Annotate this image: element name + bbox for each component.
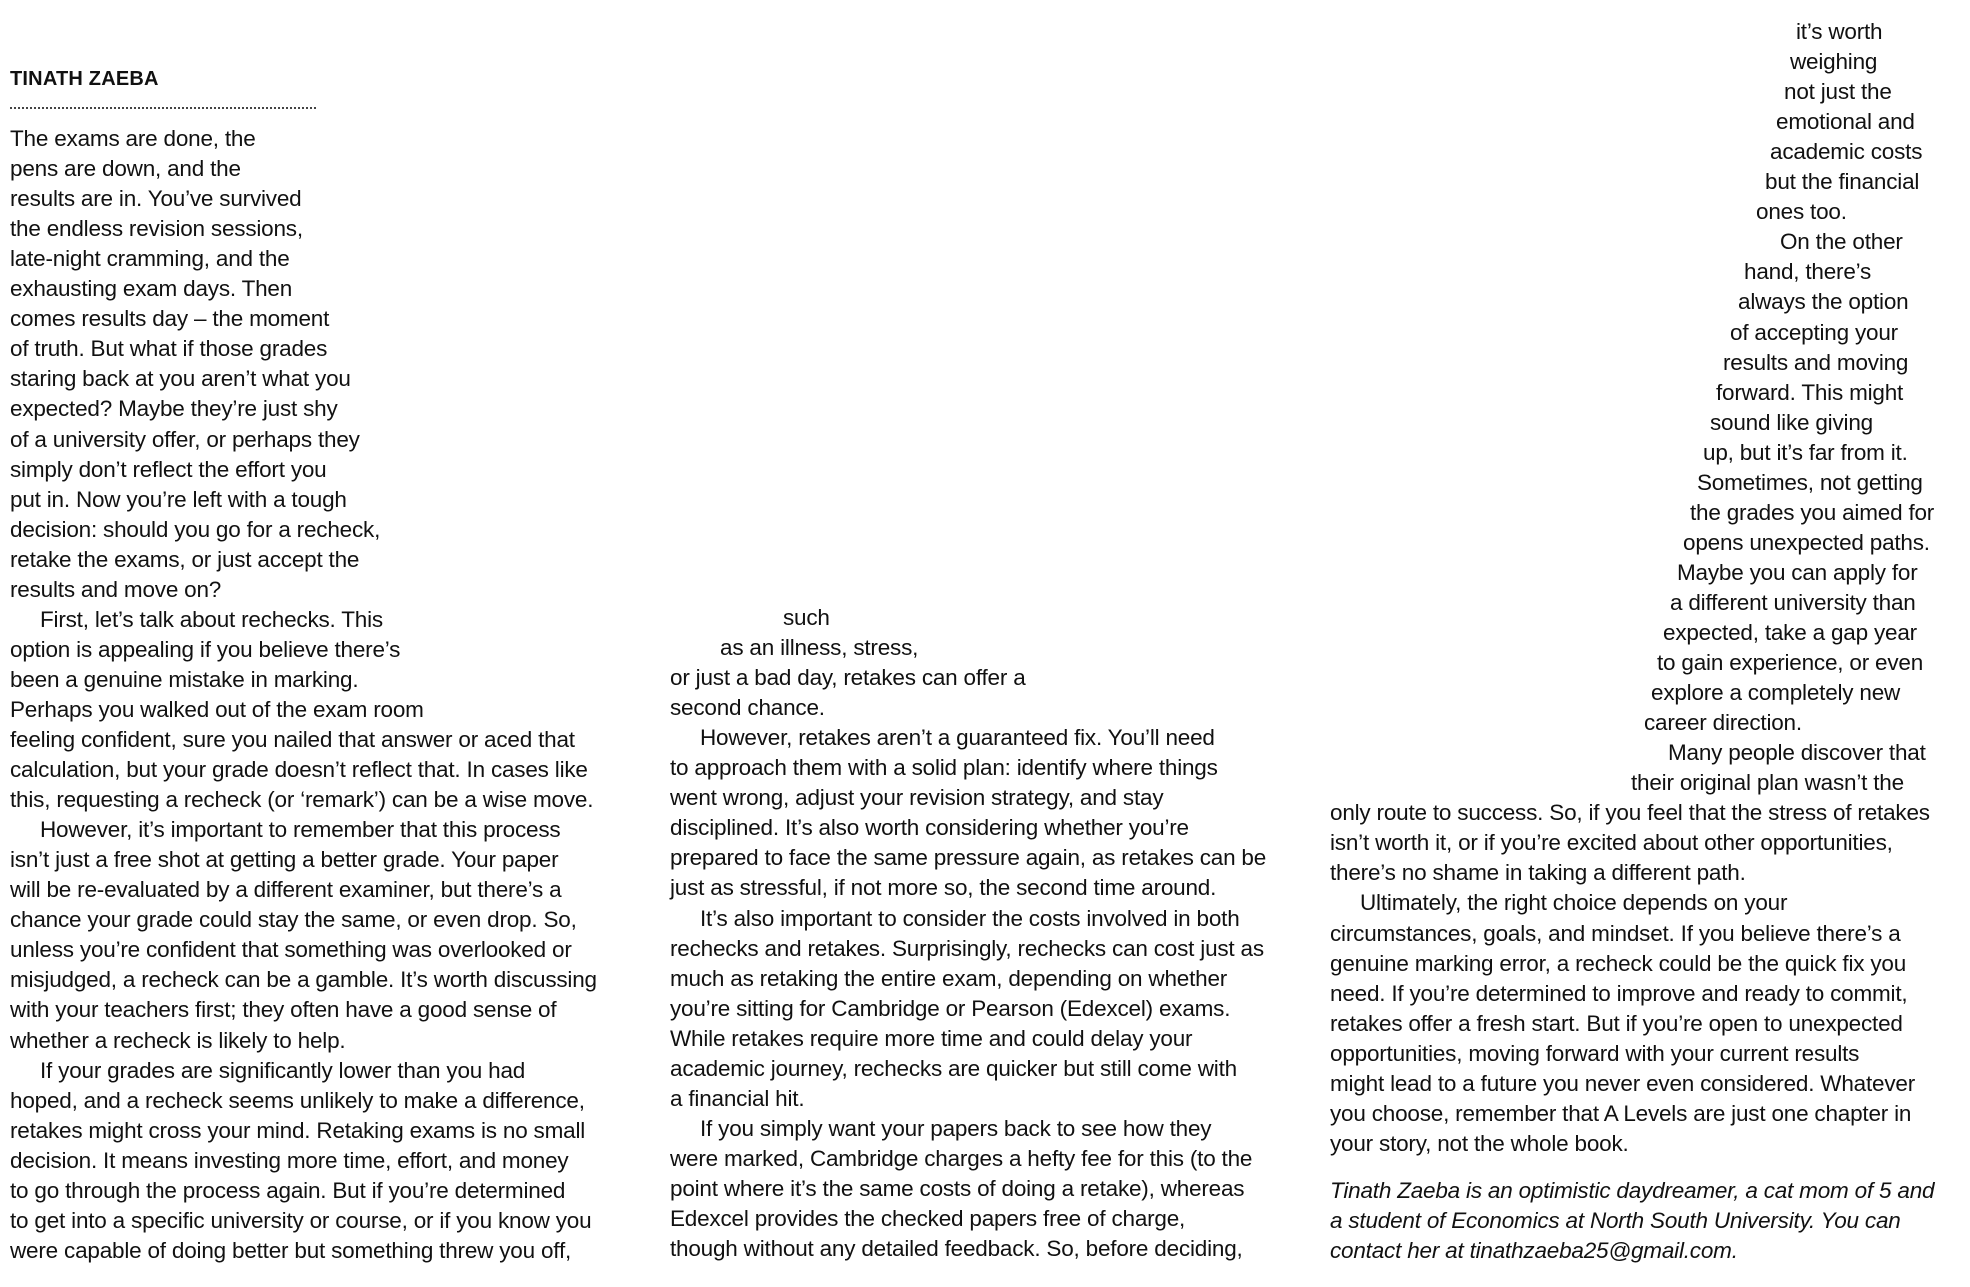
article-line: were capable of doing better but something threw you off, bbox=[10, 1237, 572, 1263]
article-line: However, retakes aren’t a guaranteed fix. You’ll need bbox=[700, 725, 1215, 751]
article-line: late-night cramming, and the bbox=[10, 246, 290, 272]
article-line: genuine marking error, a recheck could be the quick fix you bbox=[1330, 950, 1907, 976]
article-line: academic costs bbox=[1770, 139, 1923, 165]
article-line: up, but it’s far from it. bbox=[1703, 439, 1908, 465]
article-line: However, it’s important to remember that this process bbox=[40, 817, 561, 843]
article-line: such bbox=[783, 605, 830, 630]
article-line: isn’t just a free shot at getting a better grade. Your paper bbox=[10, 847, 559, 873]
article-line: emotional and bbox=[1776, 109, 1915, 135]
article-line: as an illness, stress, bbox=[720, 635, 919, 661]
article-line: weighing bbox=[1790, 49, 1878, 75]
article-line: staring back at you aren’t what you bbox=[10, 366, 351, 392]
article-line: career direction. bbox=[1644, 710, 1802, 736]
article-line: the endless revision sessions, bbox=[10, 216, 303, 242]
article-line: a financial hit. bbox=[670, 1085, 805, 1111]
article-line: Edexcel provides the checked papers free of charge, bbox=[670, 1206, 1186, 1231]
article-line: the grades you aimed for bbox=[1690, 499, 1935, 525]
article-line: point where it’s the same costs of doing a retake), whereas bbox=[670, 1175, 1245, 1201]
article-line: If you simply want your papers back to see how they bbox=[700, 1115, 1212, 1141]
article-line: decision: should you go for a recheck, bbox=[10, 516, 381, 542]
article-line: expected? Maybe they’re just shy bbox=[10, 396, 338, 422]
article-line: it’s worth bbox=[1796, 19, 1883, 44]
article-line: a different university than bbox=[1670, 589, 1916, 615]
article-line: calculation, but your grade doesn’t reflect that. In cases like bbox=[10, 757, 588, 783]
article-line: retakes might cross your mind. Retaking exams is no small bbox=[10, 1117, 586, 1143]
article-line: prepared to face the same pressure again, as retakes can be bbox=[670, 845, 1267, 871]
article-line: not just the bbox=[1784, 79, 1892, 105]
article-line: misjudged, a recheck can be a gamble. It’s worth discussing bbox=[10, 967, 597, 993]
author-bio-line: a student of Economics at North South University. You can bbox=[1330, 1208, 1901, 1234]
article-line: just as stressful, if not more so, the second time around. bbox=[670, 875, 1217, 901]
article-line: unless you’re confident that something was overlooked or bbox=[10, 937, 572, 963]
author-bio-line: contact her at tinathzaeba25@gmail.com. bbox=[1330, 1238, 1738, 1264]
article-line: to go through the process again. But if you’re determined bbox=[10, 1177, 566, 1203]
article-line: hand, there’s bbox=[1744, 259, 1872, 285]
article-line: sound like giving bbox=[1710, 409, 1873, 435]
article-line: Sometimes, not getting bbox=[1697, 469, 1923, 495]
article-line: rechecks and retakes. Surprisingly, rechecks can cost just as bbox=[670, 935, 1264, 961]
article-line: or just a bad day, retakes can offer a bbox=[670, 665, 1026, 691]
article-line: of truth. But what if those grades bbox=[10, 336, 328, 362]
article-line: you choose, remember that A Levels are just one chapter in bbox=[1330, 1100, 1912, 1126]
article-line: retakes offer a fresh start. But if you’re open to unexpected bbox=[1330, 1010, 1903, 1036]
article-line: second chance. bbox=[670, 695, 825, 721]
article-line: opens unexpected paths. bbox=[1683, 529, 1930, 555]
article-line: disciplined. It’s also worth considering whether you’re bbox=[670, 815, 1189, 841]
article-line: will be re-evaluated by a different examiner, but there’s a bbox=[10, 877, 562, 903]
article-line: comes results day – the moment bbox=[10, 306, 330, 332]
article-line: but the financial bbox=[1765, 169, 1920, 195]
article-line: to get into a specific university or course, or if you know you bbox=[10, 1207, 592, 1233]
article-line: exhausting exam days. Then bbox=[10, 276, 293, 302]
article-line: been a genuine mistake in marking. bbox=[10, 666, 359, 692]
article-line: ones too. bbox=[1756, 199, 1847, 225]
article-line: academic journey, rechecks are quicker but still come with bbox=[670, 1055, 1237, 1081]
article-line: It’s also important to consider the costs involved in both bbox=[700, 905, 1240, 931]
article-line: Ultimately, the right choice depends on your bbox=[1360, 890, 1788, 916]
article-line: always the option bbox=[1738, 289, 1909, 315]
article-line: option is appealing if you believe there’s bbox=[10, 636, 401, 662]
article-line: If your grades are significantly lower than you had bbox=[40, 1057, 526, 1083]
article-line: Many people discover that bbox=[1668, 740, 1926, 766]
article-line: much as retaking the entire exam, depending on whether bbox=[670, 965, 1228, 991]
article-line: pens are down, and the bbox=[10, 156, 241, 182]
article-line: expected, take a gap year bbox=[1663, 620, 1917, 645]
article-line: your story, not the whole book. bbox=[1330, 1130, 1629, 1156]
article-line: might lead to a future you never even considered. Whatever bbox=[1330, 1070, 1915, 1096]
article-line: results are in. You’ve survived bbox=[10, 186, 302, 212]
article-line: decision. It means investing more time, effort, and money bbox=[10, 1147, 569, 1173]
article-line: explore a completely new bbox=[1651, 680, 1901, 706]
author-bio-line: Tinath Zaeba is an optimistic daydreamer, a cat mom of 5 and bbox=[1330, 1178, 1935, 1203]
article-line: hoped, and a recheck seems unlikely to make a difference, bbox=[10, 1087, 585, 1113]
article-line: simply don’t reflect the effort you bbox=[10, 456, 327, 482]
article-line: of accepting your bbox=[1730, 319, 1898, 345]
article-line: only route to success. So, if you feel that the stress of retakes bbox=[1330, 800, 1930, 826]
article-line: though without any detailed feedback. So, before deciding, bbox=[670, 1236, 1243, 1262]
article-line: On the other bbox=[1780, 229, 1903, 255]
article-line: went wrong, adjust your revision strategy, and stay bbox=[670, 785, 1164, 811]
article-line: results and moving bbox=[1723, 349, 1909, 375]
article-line: Perhaps you walked out of the exam room bbox=[10, 696, 424, 722]
byline-dotted-rule bbox=[10, 107, 316, 109]
article-line: this, requesting a recheck (or ‘remark’) can be a wise move. bbox=[10, 787, 594, 813]
article-line: While retakes require more time and could delay your bbox=[670, 1025, 1193, 1051]
article-line: to approach them with a solid plan: identify where things bbox=[670, 755, 1218, 781]
article-line: results and move on? bbox=[10, 576, 222, 602]
article-line: circumstances, goals, and mindset. If you believe there’s a bbox=[1330, 920, 1901, 946]
article-line: feeling confident, sure you nailed that answer or aced that bbox=[10, 727, 575, 752]
article-line: their original plan wasn’t the bbox=[1631, 770, 1904, 796]
article-line: First, let’s talk about rechecks. This bbox=[40, 606, 383, 632]
article-line: were marked, Cambridge charges a hefty fee for this (to the bbox=[670, 1145, 1253, 1171]
article-line: The exams are done, the bbox=[10, 126, 256, 151]
author-byline: TINATH ZAEBA bbox=[10, 68, 159, 90]
article-line: there’s no shame in taking a different path. bbox=[1330, 860, 1746, 886]
article-line: retake the exams, or just accept the bbox=[10, 546, 360, 572]
article-line: opportunities, moving forward with your current results bbox=[1330, 1040, 1860, 1066]
article-line: forward. This might bbox=[1716, 379, 1904, 405]
article-line: Maybe you can apply for bbox=[1677, 559, 1918, 585]
article-line: with your teachers first; they often have a good sense of bbox=[10, 997, 557, 1023]
article-line: need. If you’re determined to improve and ready to commit, bbox=[1330, 980, 1908, 1006]
article-line: chance your grade could stay the same, or even drop. So, bbox=[10, 907, 577, 933]
article-line: isn’t worth it, or if you’re excited about other opportunities, bbox=[1330, 830, 1893, 856]
article-line: of a university offer, or perhaps they bbox=[10, 426, 360, 452]
article-line: put in. Now you’re left with a tough bbox=[10, 486, 347, 512]
article-line: to gain experience, or even bbox=[1657, 650, 1924, 676]
article-line: whether a recheck is likely to help. bbox=[10, 1027, 346, 1053]
article-line: you’re sitting for Cambridge or Pearson (Edexcel) exams. bbox=[670, 995, 1231, 1021]
